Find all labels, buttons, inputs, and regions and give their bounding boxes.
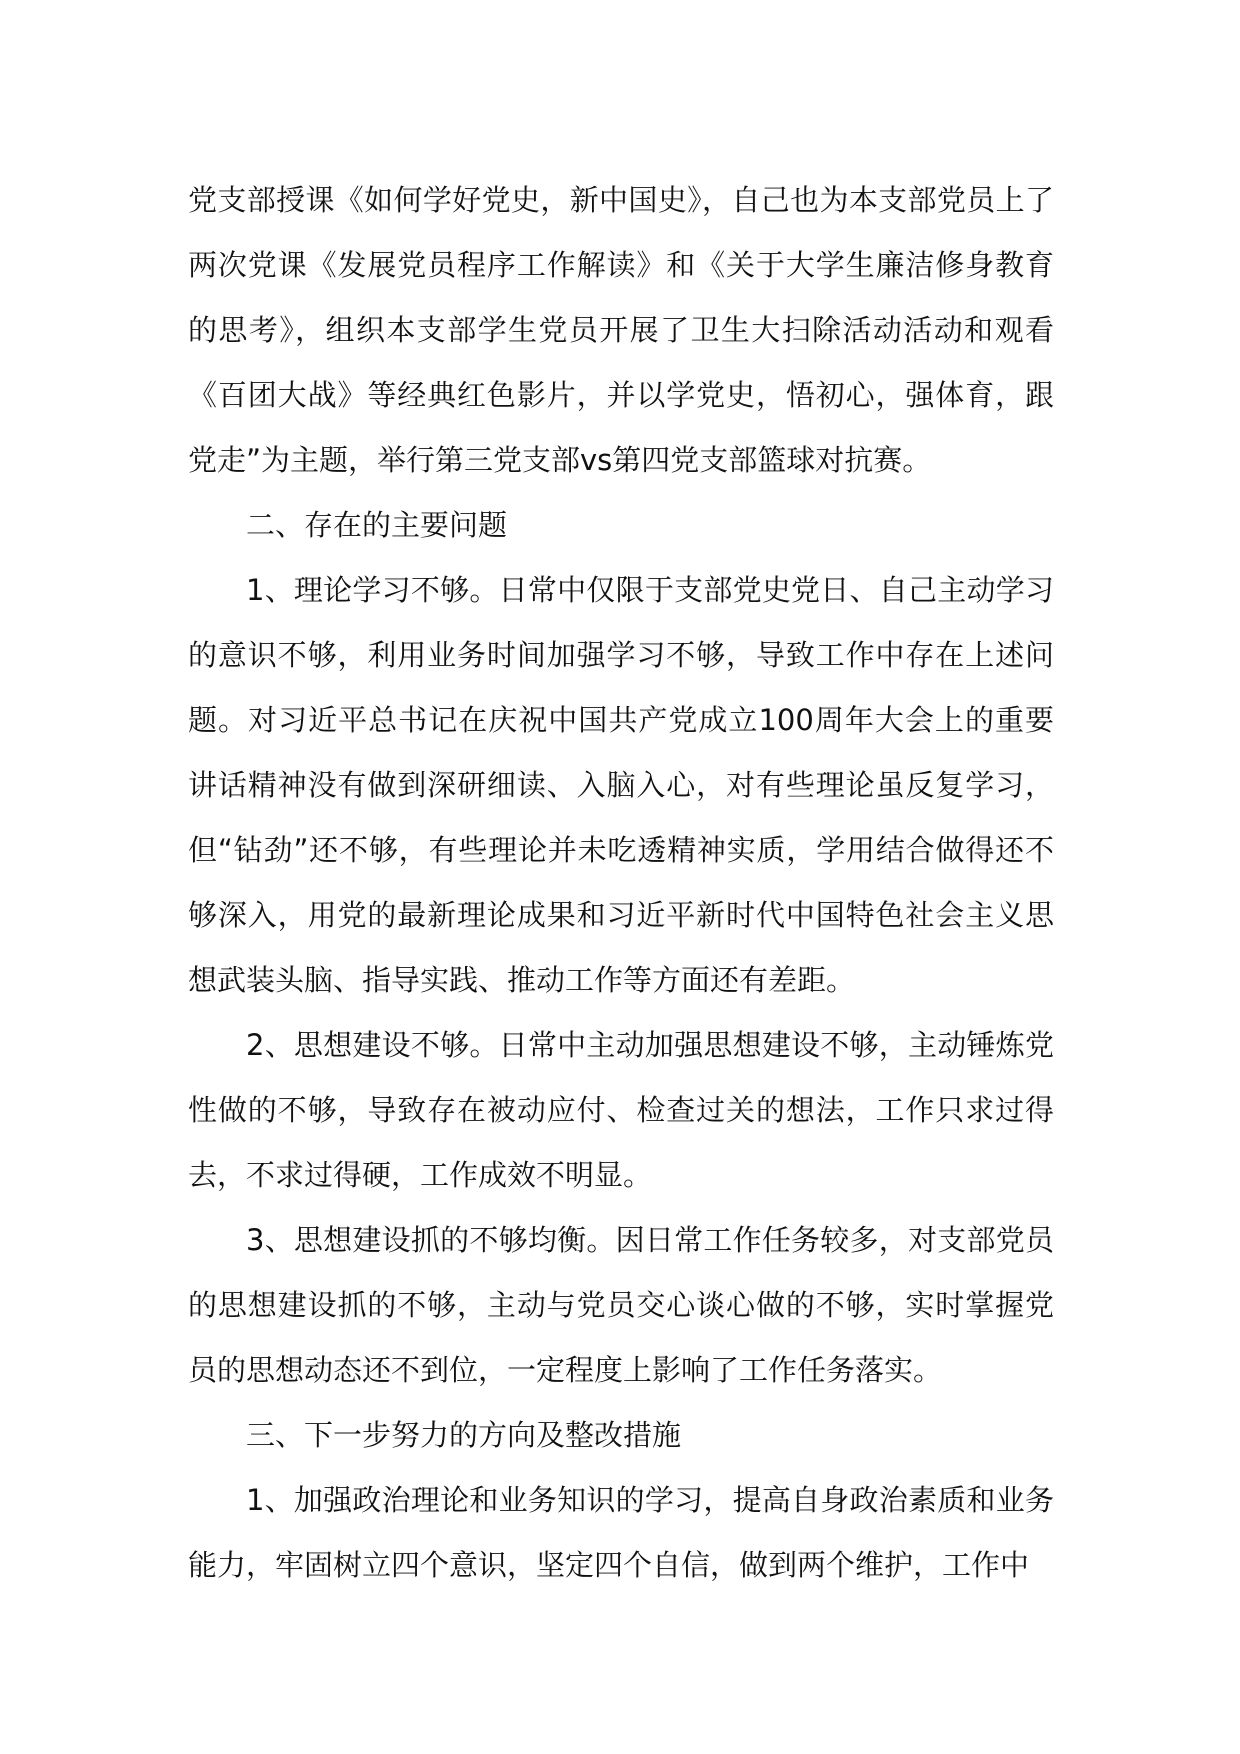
paragraph-theory-study: 1、理论学习不够。日常中仅限于支部党史党日、自己主动学习的意识不够，利用业务时间加强学习不够，导致工作中存在上述问题。对习近平总书记在庆祝中国共产党成立100周年大会上的重要讲话精神没有做到深研细读、入脑入心，对有些理论虽反复学习，但“钻劲”还不够，有些理论并未吃透精神实质，学用结合做得还不够深入，用党的最新理论成果和习近平新时代中国特色社会主义思想武装头脑、指导实践、推动工作等方面还有差距。 — [188, 573, 1054, 997]
paragraph-ideological-balance: 3、思想建设抓的不够均衡。因日常工作任务较多，对支部党员的思想建设抓的不够，主动与党员交心谈心做的不够，实时掌握党员的思想动态还不到位，一定程度上影响了工作任务落实。 — [188, 1223, 1054, 1387]
document-body — [188, 168, 1054, 1598]
section-heading-next-steps: 三、下一步努力的方向及整改措施 — [246, 1418, 682, 1452]
paragraph-strengthen-study: 1、加强政治理论和业务知识的学习，提高自身政治素质和业务能力，牢固树立四个意识，坚定四个自信，做到两个维护，工作中 — [188, 1483, 1054, 1582]
paragraph-ideological-building: 2、思想建设不够。日常中主动加强思想建设不够，主动锤炼党性做的不够，导致存在被动应付、检查过关的想法，工作只求过得去，不求过得硬，工作成效不明显。 — [188, 1028, 1054, 1192]
section-heading-main-problems: 二、存在的主要问题 — [246, 508, 508, 542]
paragraph-activities: 党支部授课《如何学好党史，新中国史》，自己也为本支部党员上了两次党课《发展党员程序工作解读》和《关于大学生廉洁修身教育的思考》，组织本支部学生党员开展了卫生大扫除活动活动和观看《百团大战》等经典红色影片，并以学党史，悟初心，强体育，跟党走”为主题，举行第三党支部vs第四党支部篮球对抗赛。 — [188, 183, 1054, 477]
